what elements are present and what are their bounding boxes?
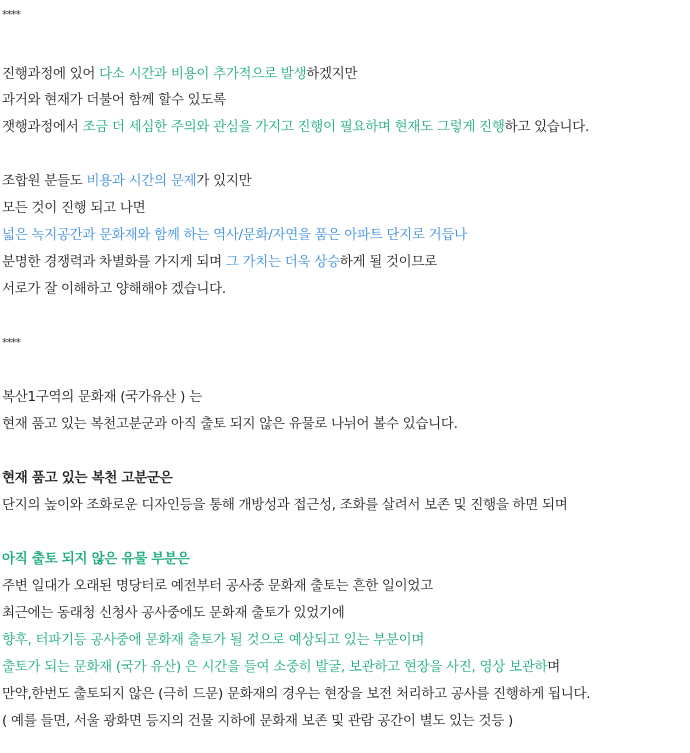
para1-line2: 과거와 현재가 더불어 함께 할수 있도록: [2, 92, 226, 108]
para2-line2: 모든 것이 진행 되고 나면: [2, 200, 146, 216]
text-segment: 진행과정에 있어: [2, 66, 100, 82]
para1-line3: [2, 118, 589, 136]
section1-body: 단지의 높이와 조화로운 디자인등을 통해 개방성과 접근성, 조화를 살려서 보존 및 진행을 하면 되며: [2, 497, 568, 513]
para2-line5: 서로가 잘 이해하고 양해해야 겠습니다.: [2, 281, 226, 297]
section2-line2: 최근에는 동래청 신청사 공사중에도 문화재 출토가 있었기에: [2, 605, 345, 621]
text-segment: 며: [547, 659, 560, 675]
para3-line1: 복산1구역의 문화재 (국가유산 ) 는: [2, 389, 202, 405]
section2-heading: 아직 출토 되지 않은 유물 부분은: [2, 551, 190, 567]
highlight-green: 다소 시간과 비용이 추가적으로 발생: [99, 66, 307, 82]
para1-line1: [2, 65, 357, 83]
section2-line4: [2, 658, 560, 676]
para2-line4: [2, 253, 437, 271]
section2-line1: 주변 일대가 오래된 명당터로 예전부터 공사중 문화재 출토는 흔한 일이었고: [2, 578, 433, 594]
para3-line2: 현재 품고 있는 복천고분군과 아직 출토 되지 않은 유물로 나뉘어 볼수 있습니다.: [2, 416, 458, 432]
text-segment: 하게 될 것이므로: [339, 254, 437, 270]
section2-line6: ( 예를 들면, 서울 광화면 등지의 건물 지하에 문화재 보존 및 관람 공간이 별도 있는 것등 ): [2, 713, 513, 729]
section2-line3: 향후, 터파기등 공사중에 문화재 출토가 될 것으로 예상되고 있는 부분이며: [2, 632, 425, 648]
text-segment: 잿행과정에서: [2, 119, 83, 135]
highlight-blue: 그 가치는 더욱 상승: [225, 254, 340, 270]
section2-line5: 만약,한번도 출토되지 않은 (극히 드문) 문화재의 경우는 현장을 보전 처리하고 공사를 진행하게 됩니다.: [2, 686, 591, 702]
para2-line3: 넓은 녹지공간과 문화재와 함께 하는 역사/문화/자연을 품은 아파트 단지로 거듭나: [2, 227, 467, 243]
highlight-blue: 비용과 시간의 문제: [86, 173, 197, 189]
highlight-green: 출토가 되는 문화재 (국가 유산) 은 시간을 들여 소중히 발굴, 보관하고 현장을 사진, 영상 보관하: [2, 659, 548, 675]
divider-stars: ****: [2, 336, 20, 349]
text-segment: 하고 있습니다.: [504, 119, 590, 135]
text-segment: 조합원 분들도: [2, 173, 87, 189]
para2-line1: [2, 172, 251, 190]
text-segment: 분명한 경쟁력과 차별화를 가지게 되며: [2, 254, 226, 270]
text-segment: 하겠지만: [306, 66, 358, 82]
highlight-green: 조금 더 세심한 주의와 관심을 가지고 진행이 필요하며 현재도 그렇게 진행: [82, 119, 505, 135]
divider-stars: ****: [2, 8, 20, 21]
section1-heading: 현재 품고 있는 복천 고분군은: [2, 470, 173, 486]
text-segment: 가 있지만: [196, 173, 252, 189]
